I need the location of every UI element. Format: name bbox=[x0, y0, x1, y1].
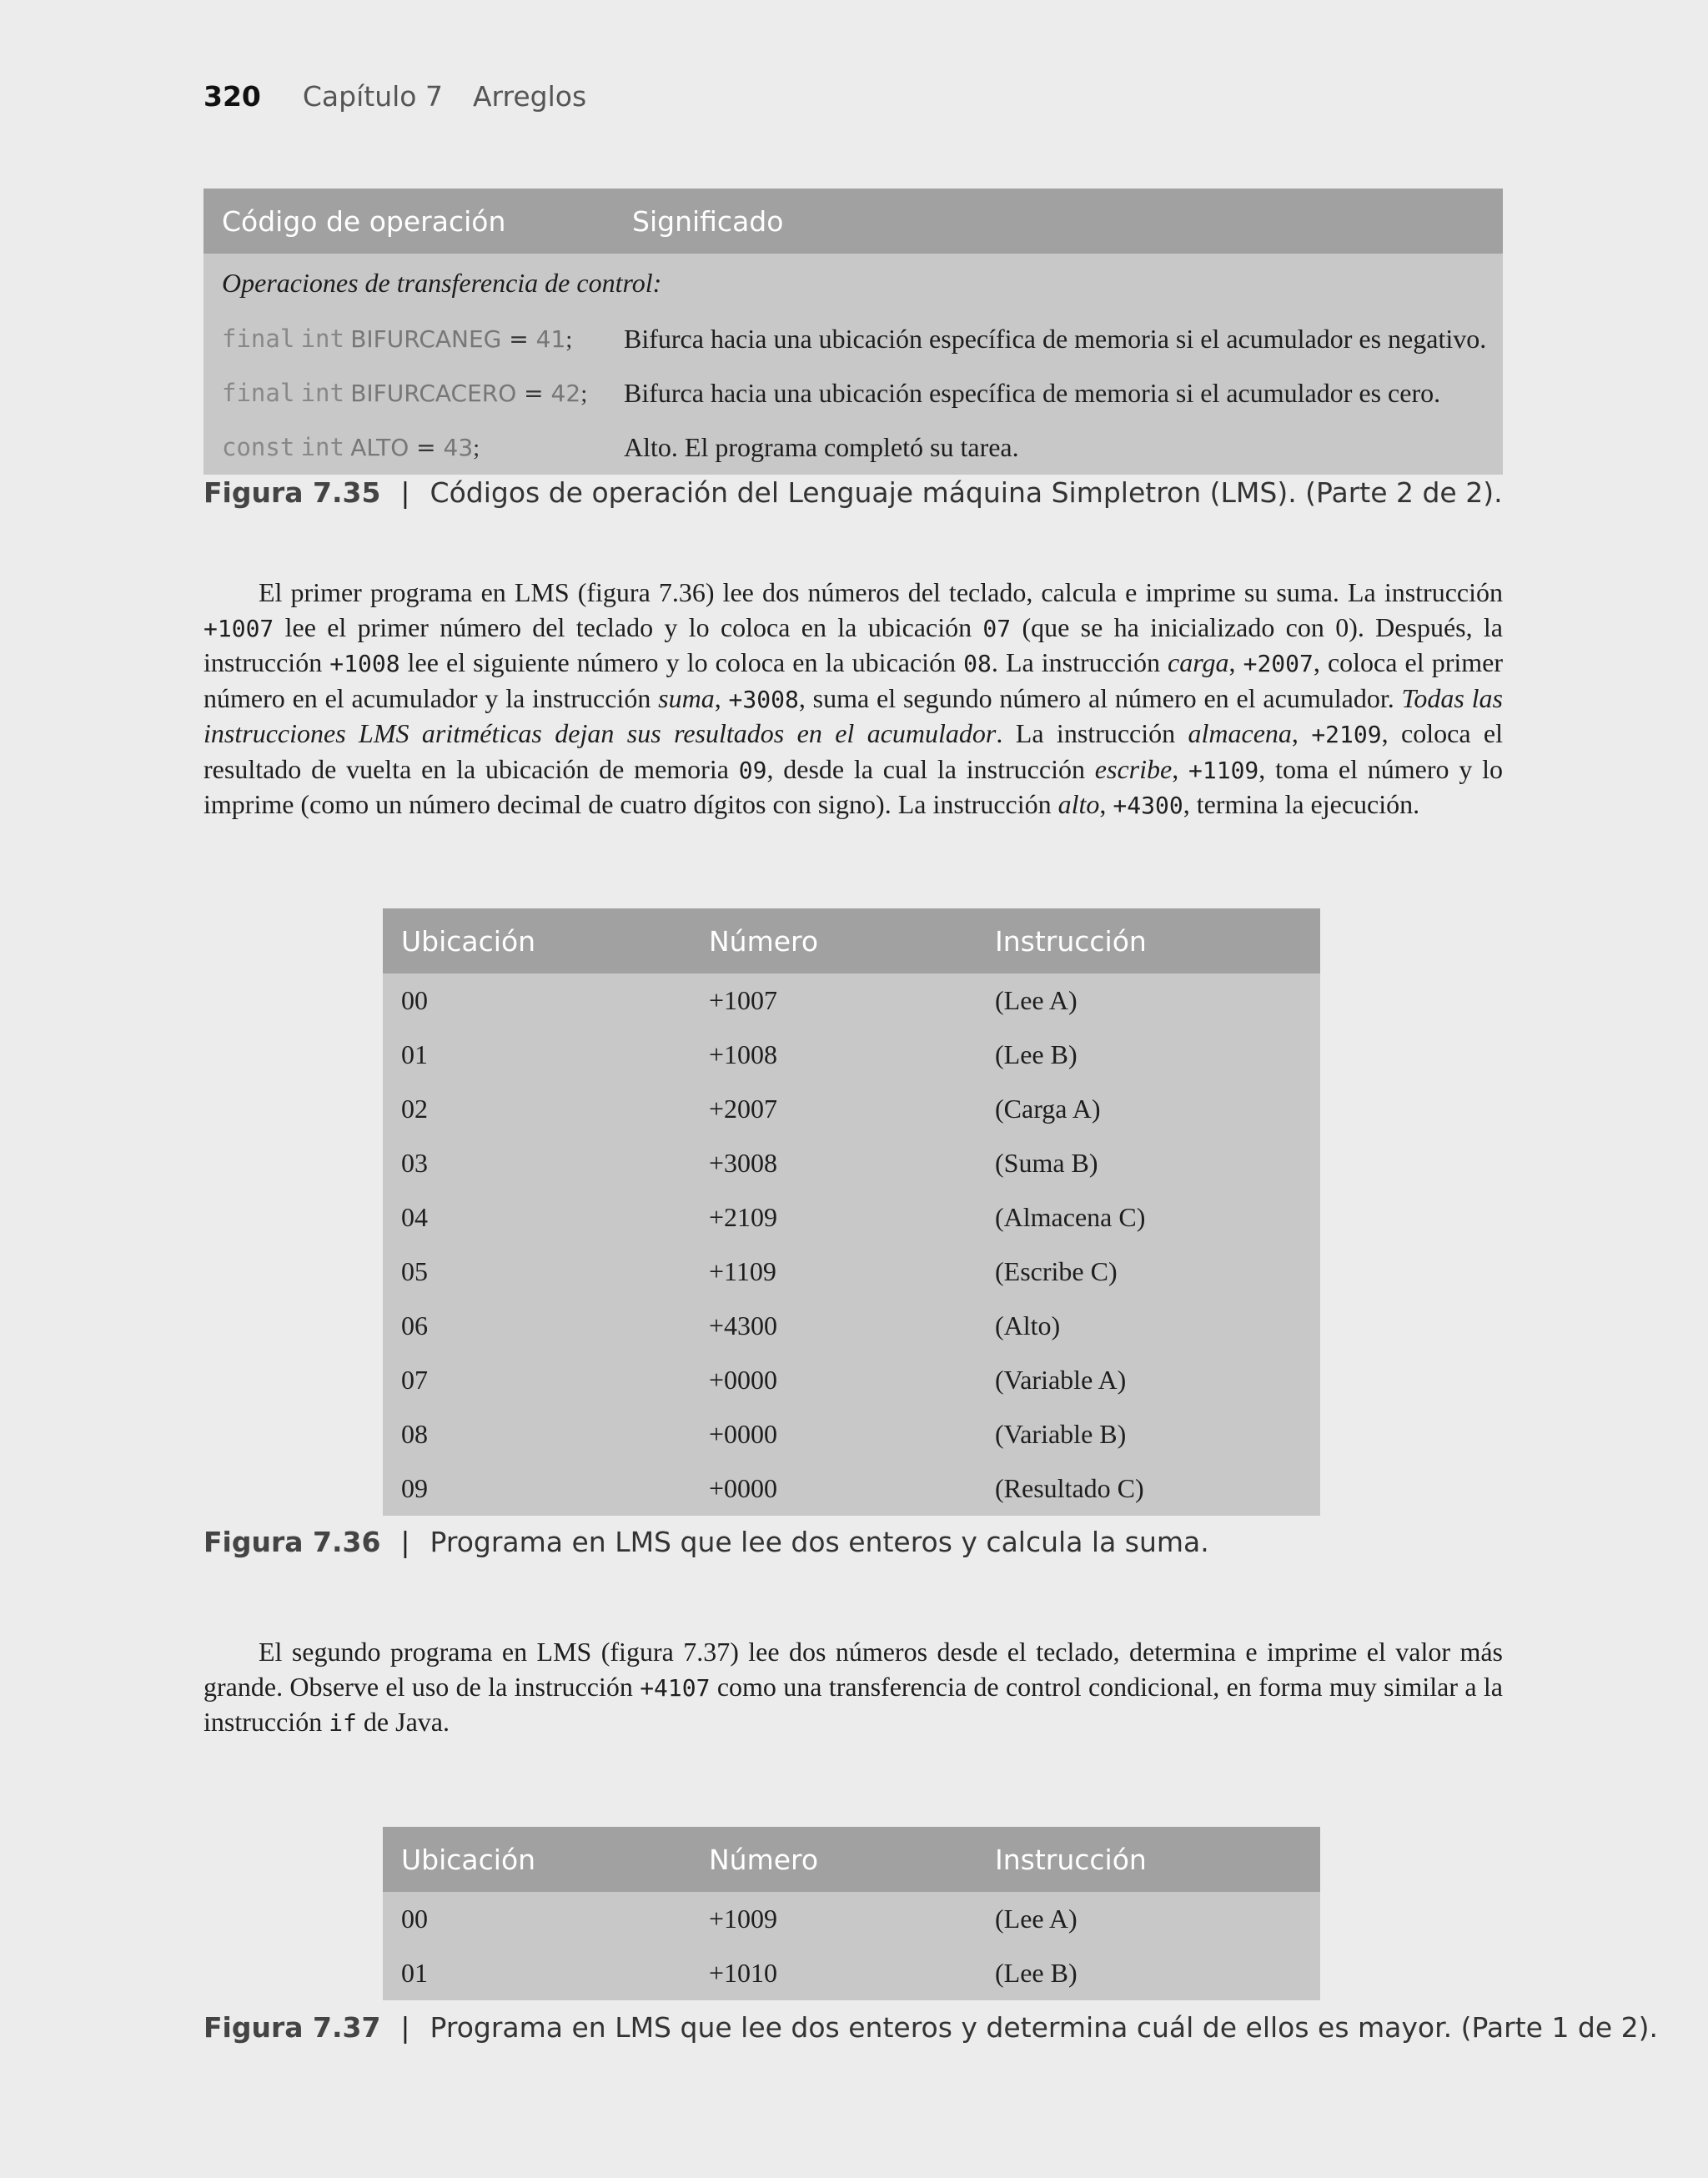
code-keyword: const bbox=[222, 433, 295, 461]
page-header bbox=[203, 80, 586, 117]
instruction-cell: (Variable B) bbox=[977, 1407, 1320, 1461]
location-cell: 06 bbox=[383, 1299, 691, 1353]
figure-caption bbox=[203, 1526, 1209, 1558]
code-semicolon: ; bbox=[580, 380, 588, 407]
text-run: (que se ha inicializado con 0). Después, la instrucción bbox=[203, 611, 1504, 677]
inline-code: +4107 bbox=[640, 1673, 711, 1702]
code-operator: = bbox=[501, 325, 536, 353]
table-row bbox=[383, 1892, 1320, 1946]
emphasis: alto bbox=[1057, 789, 1100, 819]
location-cell: 03 bbox=[383, 1136, 691, 1190]
code-semicolon: ; bbox=[473, 435, 480, 461]
instruction-cell: (Variable A) bbox=[977, 1353, 1320, 1407]
location-cell: 00 bbox=[383, 973, 691, 1028]
table-row bbox=[383, 1461, 1320, 1516]
code-semicolon: ; bbox=[565, 326, 573, 353]
constant-value: 41 bbox=[535, 325, 566, 353]
constant-name: BIFURCACERO bbox=[350, 380, 517, 407]
meaning-cell: Bifurca hacia una ubicación específica de memoria si el acumulador es negativo. bbox=[614, 312, 1503, 366]
caption-separator: | bbox=[400, 1526, 410, 1558]
table-row bbox=[203, 366, 1503, 420]
inline-code: +2007 bbox=[1243, 650, 1314, 677]
table-row bbox=[383, 1353, 1320, 1407]
caption-text: Programa en LMS que lee dos enteros y determina cuál de ellos es mayor. (Parte 1 de 2). bbox=[430, 2011, 1659, 2044]
figure-label: Figura 7.35 bbox=[203, 476, 381, 509]
column-header: Código de operación bbox=[203, 189, 614, 254]
instruction-cell: (Lee A) bbox=[977, 973, 1320, 1028]
location-cell: 07 bbox=[383, 1353, 691, 1407]
constant-value: 43 bbox=[443, 434, 474, 461]
figure-label: Figura 7.37 bbox=[203, 2011, 381, 2044]
table-row bbox=[383, 1082, 1320, 1136]
instruction-cell: (Suma B) bbox=[977, 1136, 1320, 1190]
table-header-row bbox=[383, 908, 1320, 973]
meaning-cell: Bifurca hacia una ubicación específica de memoria si el acumulador es cero. bbox=[614, 366, 1503, 420]
instruction-cell: (Escribe C) bbox=[977, 1245, 1320, 1299]
meaning-cell: Alto. El programa completó su tarea. bbox=[614, 420, 1503, 475]
column-header: Instrucción bbox=[977, 908, 1320, 973]
table-row bbox=[383, 1946, 1320, 2000]
table-row bbox=[383, 1190, 1320, 1245]
text-run: , bbox=[1228, 647, 1243, 677]
table-row bbox=[203, 420, 1503, 475]
emphasis: carga bbox=[1168, 647, 1229, 677]
caption-separator: | bbox=[400, 476, 410, 509]
inline-code: +4300 bbox=[1113, 792, 1183, 819]
caption-text: Códigos de operación del Lenguaje máquina Simpletron (LMS). (Parte 2 de 2). bbox=[430, 476, 1503, 509]
number-cell: +1008 bbox=[691, 1028, 977, 1082]
text-run: , bbox=[1172, 753, 1188, 784]
location-cell: 00 bbox=[383, 1892, 691, 1946]
body-paragraph bbox=[203, 576, 1503, 823]
opcode-cell bbox=[203, 366, 614, 420]
inline-code: +2109 bbox=[1311, 721, 1382, 748]
body-paragraph bbox=[203, 1635, 1503, 1741]
text-run: , bbox=[1291, 718, 1312, 748]
text-run: El segundo programa en LMS (figura 7.37) lee dos números desde el teclado, determina e imprime el valor más grande. Observe el uso de la instrucción bbox=[203, 1637, 1503, 1702]
text-run: . La instrucción bbox=[991, 647, 1168, 677]
program-table-max bbox=[383, 1827, 1320, 2000]
text-run: , suma el segundo número al número en el acumulador. bbox=[798, 682, 1402, 713]
inline-code: 08 bbox=[963, 650, 992, 677]
column-header: Número bbox=[691, 1827, 977, 1892]
opcode-cell bbox=[203, 312, 614, 366]
location-cell: 05 bbox=[383, 1245, 691, 1299]
location-cell: 09 bbox=[383, 1461, 691, 1516]
figure-label: Figura 7.36 bbox=[203, 1526, 381, 1558]
caption-separator: | bbox=[400, 2011, 410, 2044]
instruction-cell: (Lee A) bbox=[977, 1892, 1320, 1946]
table-row bbox=[383, 1028, 1320, 1082]
inline-code: 09 bbox=[738, 756, 767, 784]
text-run: El primer programa en LMS (figura 7.36) lee dos números del teclado, calcula e imprime su suma. La instrucción bbox=[259, 577, 1503, 607]
column-header: Ubicación bbox=[383, 1827, 691, 1892]
inline-code: +1007 bbox=[203, 614, 274, 642]
text-run: , toma el número y lo imprime (como un número decimal de cuatro dígitos con signo). La instrucción bbox=[203, 753, 1504, 819]
code-operator: = bbox=[409, 434, 444, 461]
number-cell: +0000 bbox=[691, 1461, 977, 1516]
text-run: , bbox=[1099, 789, 1113, 819]
instruction-cell: (Almacena C) bbox=[977, 1190, 1320, 1245]
table-subheading-row bbox=[203, 254, 1503, 312]
code-keyword: final bbox=[222, 324, 295, 353]
constant-value: 42 bbox=[550, 380, 581, 407]
emphasis: escribe bbox=[1094, 753, 1173, 784]
location-cell: 08 bbox=[383, 1407, 691, 1461]
number-cell: +1009 bbox=[691, 1892, 977, 1946]
text-run: , bbox=[714, 682, 729, 713]
chapter-label: Capítulo 7 bbox=[302, 80, 443, 113]
column-header: Instrucción bbox=[977, 1827, 1320, 1892]
table-row bbox=[383, 973, 1320, 1028]
inline-code: +3008 bbox=[728, 685, 799, 713]
program-table-sum bbox=[383, 908, 1320, 1516]
text-run: . La instrucción bbox=[996, 718, 1188, 748]
chapter-title: Arreglos bbox=[472, 80, 587, 113]
table-header-row bbox=[383, 1827, 1320, 1892]
inline-code: if bbox=[329, 1709, 357, 1737]
text-run: , coloca el primer número en el acumulador y la instrucción bbox=[203, 647, 1504, 713]
text-run: lee el siguiente número y lo coloca en la ubicación bbox=[399, 647, 964, 677]
code-keyword: final bbox=[222, 379, 295, 407]
constant-name: ALTO bbox=[350, 434, 409, 461]
page-number: 320 bbox=[203, 80, 261, 113]
number-cell: +1007 bbox=[691, 973, 977, 1028]
table-row bbox=[383, 1136, 1320, 1190]
number-cell: +4300 bbox=[691, 1299, 977, 1353]
text-run: de Java. bbox=[356, 1707, 450, 1737]
number-cell: +2109 bbox=[691, 1190, 977, 1245]
instruction-cell: (Carga A) bbox=[977, 1082, 1320, 1136]
number-cell: +1010 bbox=[691, 1946, 977, 2000]
column-header: Significado bbox=[614, 189, 1503, 254]
number-cell: +3008 bbox=[691, 1136, 977, 1190]
table-row bbox=[383, 1407, 1320, 1461]
location-cell: 01 bbox=[383, 1946, 691, 2000]
instruction-cell: (Resultado C) bbox=[977, 1461, 1320, 1516]
inline-code: +1008 bbox=[329, 650, 400, 677]
location-cell: 01 bbox=[383, 1028, 691, 1082]
inline-code: 07 bbox=[982, 614, 1012, 642]
code-operator: = bbox=[516, 380, 551, 407]
inline-code: +1109 bbox=[1188, 756, 1259, 784]
number-cell: +1109 bbox=[691, 1245, 977, 1299]
opcode-cell bbox=[203, 420, 614, 475]
text-run: , coloca el resultado de vuelta en la ubicación de memoria bbox=[203, 718, 1504, 784]
instruction-cell: (Lee B) bbox=[977, 1946, 1320, 2000]
table-row bbox=[203, 312, 1503, 366]
column-header: Número bbox=[691, 908, 977, 973]
instruction-cell: (Alto) bbox=[977, 1299, 1320, 1353]
table-subheading: Operaciones de transferencia de control: bbox=[203, 254, 1503, 312]
emphasis: suma bbox=[658, 682, 715, 713]
figure-caption bbox=[203, 476, 1503, 509]
emphasis: almacena bbox=[1188, 718, 1292, 748]
number-cell: +0000 bbox=[691, 1407, 977, 1461]
opcode-table bbox=[203, 189, 1503, 475]
emphasis: Todas las instrucciones LMS aritméticas dejan sus resultados en el acumulador bbox=[203, 682, 1504, 748]
number-cell: +2007 bbox=[691, 1082, 977, 1136]
instruction-cell: (Lee B) bbox=[977, 1028, 1320, 1082]
text-run: , termina la ejecución. bbox=[1183, 789, 1420, 819]
location-cell: 02 bbox=[383, 1082, 691, 1136]
table-row bbox=[383, 1245, 1320, 1299]
number-cell: +0000 bbox=[691, 1353, 977, 1407]
constant-name: BIFURCANEG bbox=[350, 325, 502, 353]
code-keyword: int bbox=[300, 433, 344, 461]
location-cell: 04 bbox=[383, 1190, 691, 1245]
text-run: lee el primer número del teclado y lo coloca en la ubicación bbox=[274, 611, 983, 642]
table-header-row bbox=[203, 189, 1503, 254]
table-row bbox=[383, 1299, 1320, 1353]
column-header: Ubicación bbox=[383, 908, 691, 973]
code-keyword: int bbox=[300, 324, 344, 353]
figure-caption bbox=[203, 2011, 1658, 2044]
code-keyword: int bbox=[300, 379, 344, 407]
caption-text: Programa en LMS que lee dos enteros y calcula la suma. bbox=[430, 1526, 1209, 1558]
text-run: , desde la cual la instrucción bbox=[766, 753, 1095, 784]
text-run: como una transferencia de control condicional, en forma muy similar a la instrucción bbox=[203, 1671, 1504, 1737]
